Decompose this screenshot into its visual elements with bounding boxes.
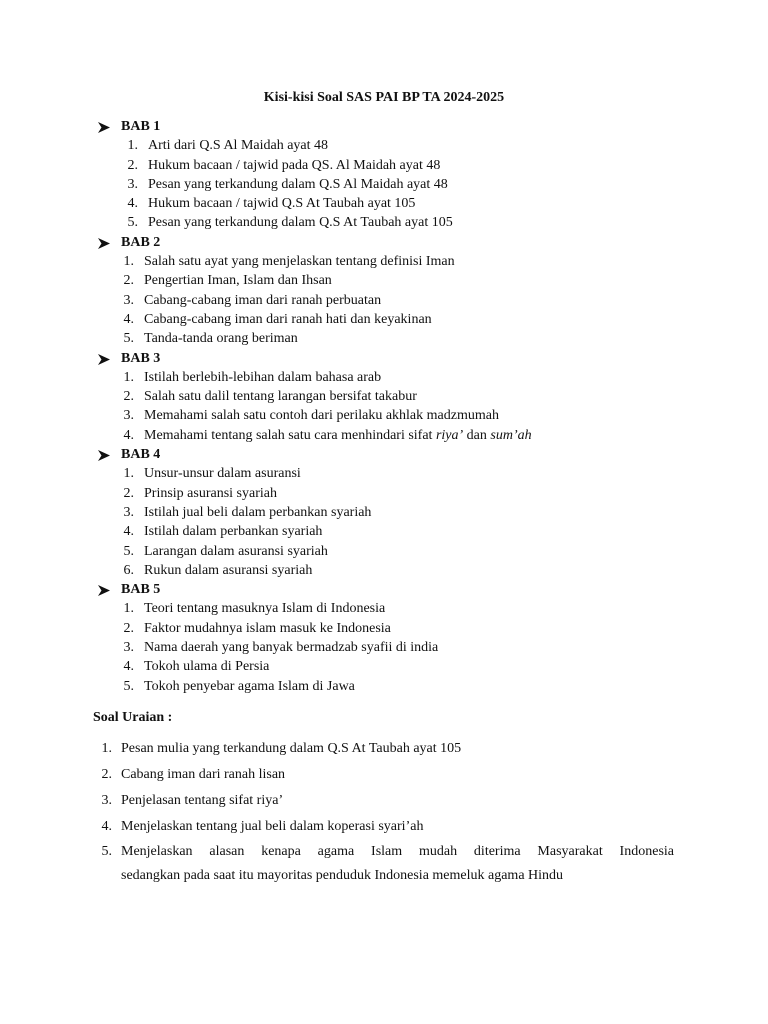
item-text: Tokoh ulama di Persia — [144, 659, 270, 675]
item-number: 4. — [123, 427, 134, 443]
item-number: 3. — [123, 408, 134, 424]
item-text: Hukum bacaan / tajwid Q.S At Taubah ayat 105 — [148, 196, 416, 212]
italic-term-sumah: sum’ah — [490, 427, 532, 443]
item-text: Tanda-tanda orang beriman — [144, 331, 298, 347]
item-text: Istilah berlebih-lebihan dalam bahasa arab — [144, 369, 382, 385]
item-text: Faktor mudahnya islam masuk ke Indonesia — [144, 620, 391, 636]
item-number: 4. — [123, 524, 134, 540]
item-number: 6. — [123, 562, 134, 578]
item-text: Menjelaskan alasan kenapa agama Islam mudah diterima Masyarakat Indonesia — [121, 844, 674, 859]
list-item — [0, 426, 768, 445]
item-number: 2. — [123, 389, 134, 405]
list-item — [0, 271, 768, 290]
item-number: 2. — [123, 485, 134, 501]
item-number: 3. — [123, 504, 134, 520]
item-number: 4. — [123, 311, 134, 327]
item-number: 5. — [127, 215, 138, 231]
bab-list — [0, 117, 768, 696]
list-item — [0, 136, 768, 155]
list-item — [0, 561, 768, 580]
list-item — [0, 619, 768, 638]
item-number: 3. — [123, 640, 134, 656]
list-item — [0, 503, 768, 522]
bab-heading — [0, 349, 768, 368]
item-text: Rukun dalam asuransi syariah — [144, 562, 313, 578]
item-number: 2. — [127, 157, 138, 173]
item-text: Cabang iman dari ranah lisan — [121, 767, 286, 782]
list-item — [0, 542, 768, 561]
list-item — [0, 484, 768, 503]
item-text-continuation: sedangkan pada saat itu mayoritas penduduk Indonesia memeluk agama Hindu — [121, 868, 564, 883]
item-number: 1. — [101, 741, 112, 756]
item-text: Cabang-cabang iman dari ranah perbuatan — [144, 292, 382, 308]
list-item — [0, 657, 768, 676]
item-text: Pengertian Iman, Islam dan Ihsan — [144, 273, 332, 289]
list-item — [0, 464, 768, 483]
arrowhead-bullet-icon — [98, 233, 112, 252]
arrowhead-bullet-icon — [98, 349, 112, 368]
italic-term-riya: riya’ — [435, 427, 464, 443]
item-text: Unsur-unsur dalam asuransi — [144, 466, 301, 482]
list-item — [0, 175, 768, 194]
item-text: Teori tentang masuknya Islam di Indonesia — [144, 601, 386, 617]
item-number: 3. — [127, 176, 138, 192]
item-text: Tokoh penyebar agama Islam di Jawa — [144, 678, 355, 694]
bab-label: BAB 5 — [121, 582, 161, 598]
list-item — [0, 156, 768, 175]
list-item — [0, 252, 768, 271]
bab-heading — [0, 233, 768, 252]
item-number: 2. — [101, 767, 112, 782]
bab-label: BAB 2 — [121, 234, 161, 250]
item-text: Arti dari Q.S Al Maidah ayat 48 — [148, 138, 329, 154]
bab-label: BAB 1 — [121, 119, 161, 134]
item-number: 5. — [123, 678, 134, 694]
bab-heading — [0, 445, 768, 464]
item-text — [144, 426, 532, 445]
item-number: 1. — [123, 369, 134, 385]
bab-label: BAB 4 — [121, 447, 161, 463]
item-number: 5. — [101, 844, 112, 859]
item-text: Istilah jual beli dalam perbankan syariah — [144, 504, 372, 520]
item-number: 1. — [123, 466, 134, 482]
item-number: 5. — [123, 331, 134, 347]
item-text: Menjelaskan tentang jual beli dalam koperasi syari’ah — [121, 819, 424, 834]
list-item — [0, 194, 768, 213]
bab-heading — [0, 580, 768, 599]
list-item — [0, 368, 768, 387]
bab-label: BAB 3 — [121, 350, 161, 366]
item-text: Pesan mulia yang terkandung dalam Q.S At Taubah ayat 105 — [121, 741, 462, 756]
item-number: 1. — [123, 254, 134, 270]
item-text: Nama daerah yang banyak bermadzab syafii di india — [144, 640, 439, 656]
item-number: 3. — [101, 793, 112, 808]
item-number: 4. — [101, 819, 112, 834]
item-text: Pesan yang terkandung dalam Q.S Al Maidah ayat 48 — [148, 176, 448, 192]
item-text-main: Memahami tentang salah satu cara menhindari sifat — [144, 427, 436, 443]
arrowhead-bullet-icon — [98, 117, 112, 136]
list-item — [0, 291, 768, 310]
item-number: 3. — [123, 292, 134, 308]
item-text: Prinsip asuransi syariah — [144, 485, 277, 501]
item-text: Memahami salah satu contoh dari perilaku akhlak madzmumah — [144, 408, 499, 424]
list-item — [0, 638, 768, 657]
list-item — [0, 406, 768, 425]
item-text: Hukum bacaan / tajwid pada QS. Al Maidah ayat 48 — [148, 157, 441, 173]
arrowhead-bullet-icon — [98, 445, 112, 464]
item-text: Salah satu dalil tentang larangan bersifat takabur — [144, 389, 417, 405]
list-item — [0, 213, 768, 232]
arrowhead-bullet-icon — [98, 580, 112, 599]
bab-heading — [0, 117, 768, 136]
item-number: 5. — [123, 543, 134, 559]
list-item — [0, 677, 768, 696]
item-number: 1. — [127, 138, 138, 154]
item-text: Cabang-cabang iman dari ranah hati dan keyakinan — [144, 311, 432, 327]
item-text-connector: dan — [463, 427, 491, 443]
item-text: Pesan yang terkandung dalam Q.S At Taubah ayat 105 — [148, 215, 453, 231]
document-title: Kisi-kisi Soal SAS PAI BP TA 2024-2025 — [263, 90, 505, 105]
item-text: Salah satu ayat yang menjelaskan tentang definisi Iman — [144, 254, 455, 270]
item-text: Larangan dalam asuransi syariah — [144, 543, 328, 559]
item-number: 4. — [123, 659, 134, 675]
list-item — [0, 522, 768, 541]
item-text: Penjelasan tentang sifat riya’ — [121, 793, 284, 808]
list-item — [0, 387, 768, 406]
item-number: 2. — [123, 620, 134, 636]
item-number: 1. — [123, 601, 134, 617]
list-item — [0, 329, 768, 348]
item-number: 4. — [127, 196, 138, 212]
item-number: 2. — [123, 273, 134, 289]
list-item — [0, 310, 768, 329]
item-text: Istilah dalam perbankan syariah — [144, 524, 323, 540]
list-item — [0, 599, 768, 618]
soal-uraian-title: Soal Uraian : — [93, 710, 173, 725]
